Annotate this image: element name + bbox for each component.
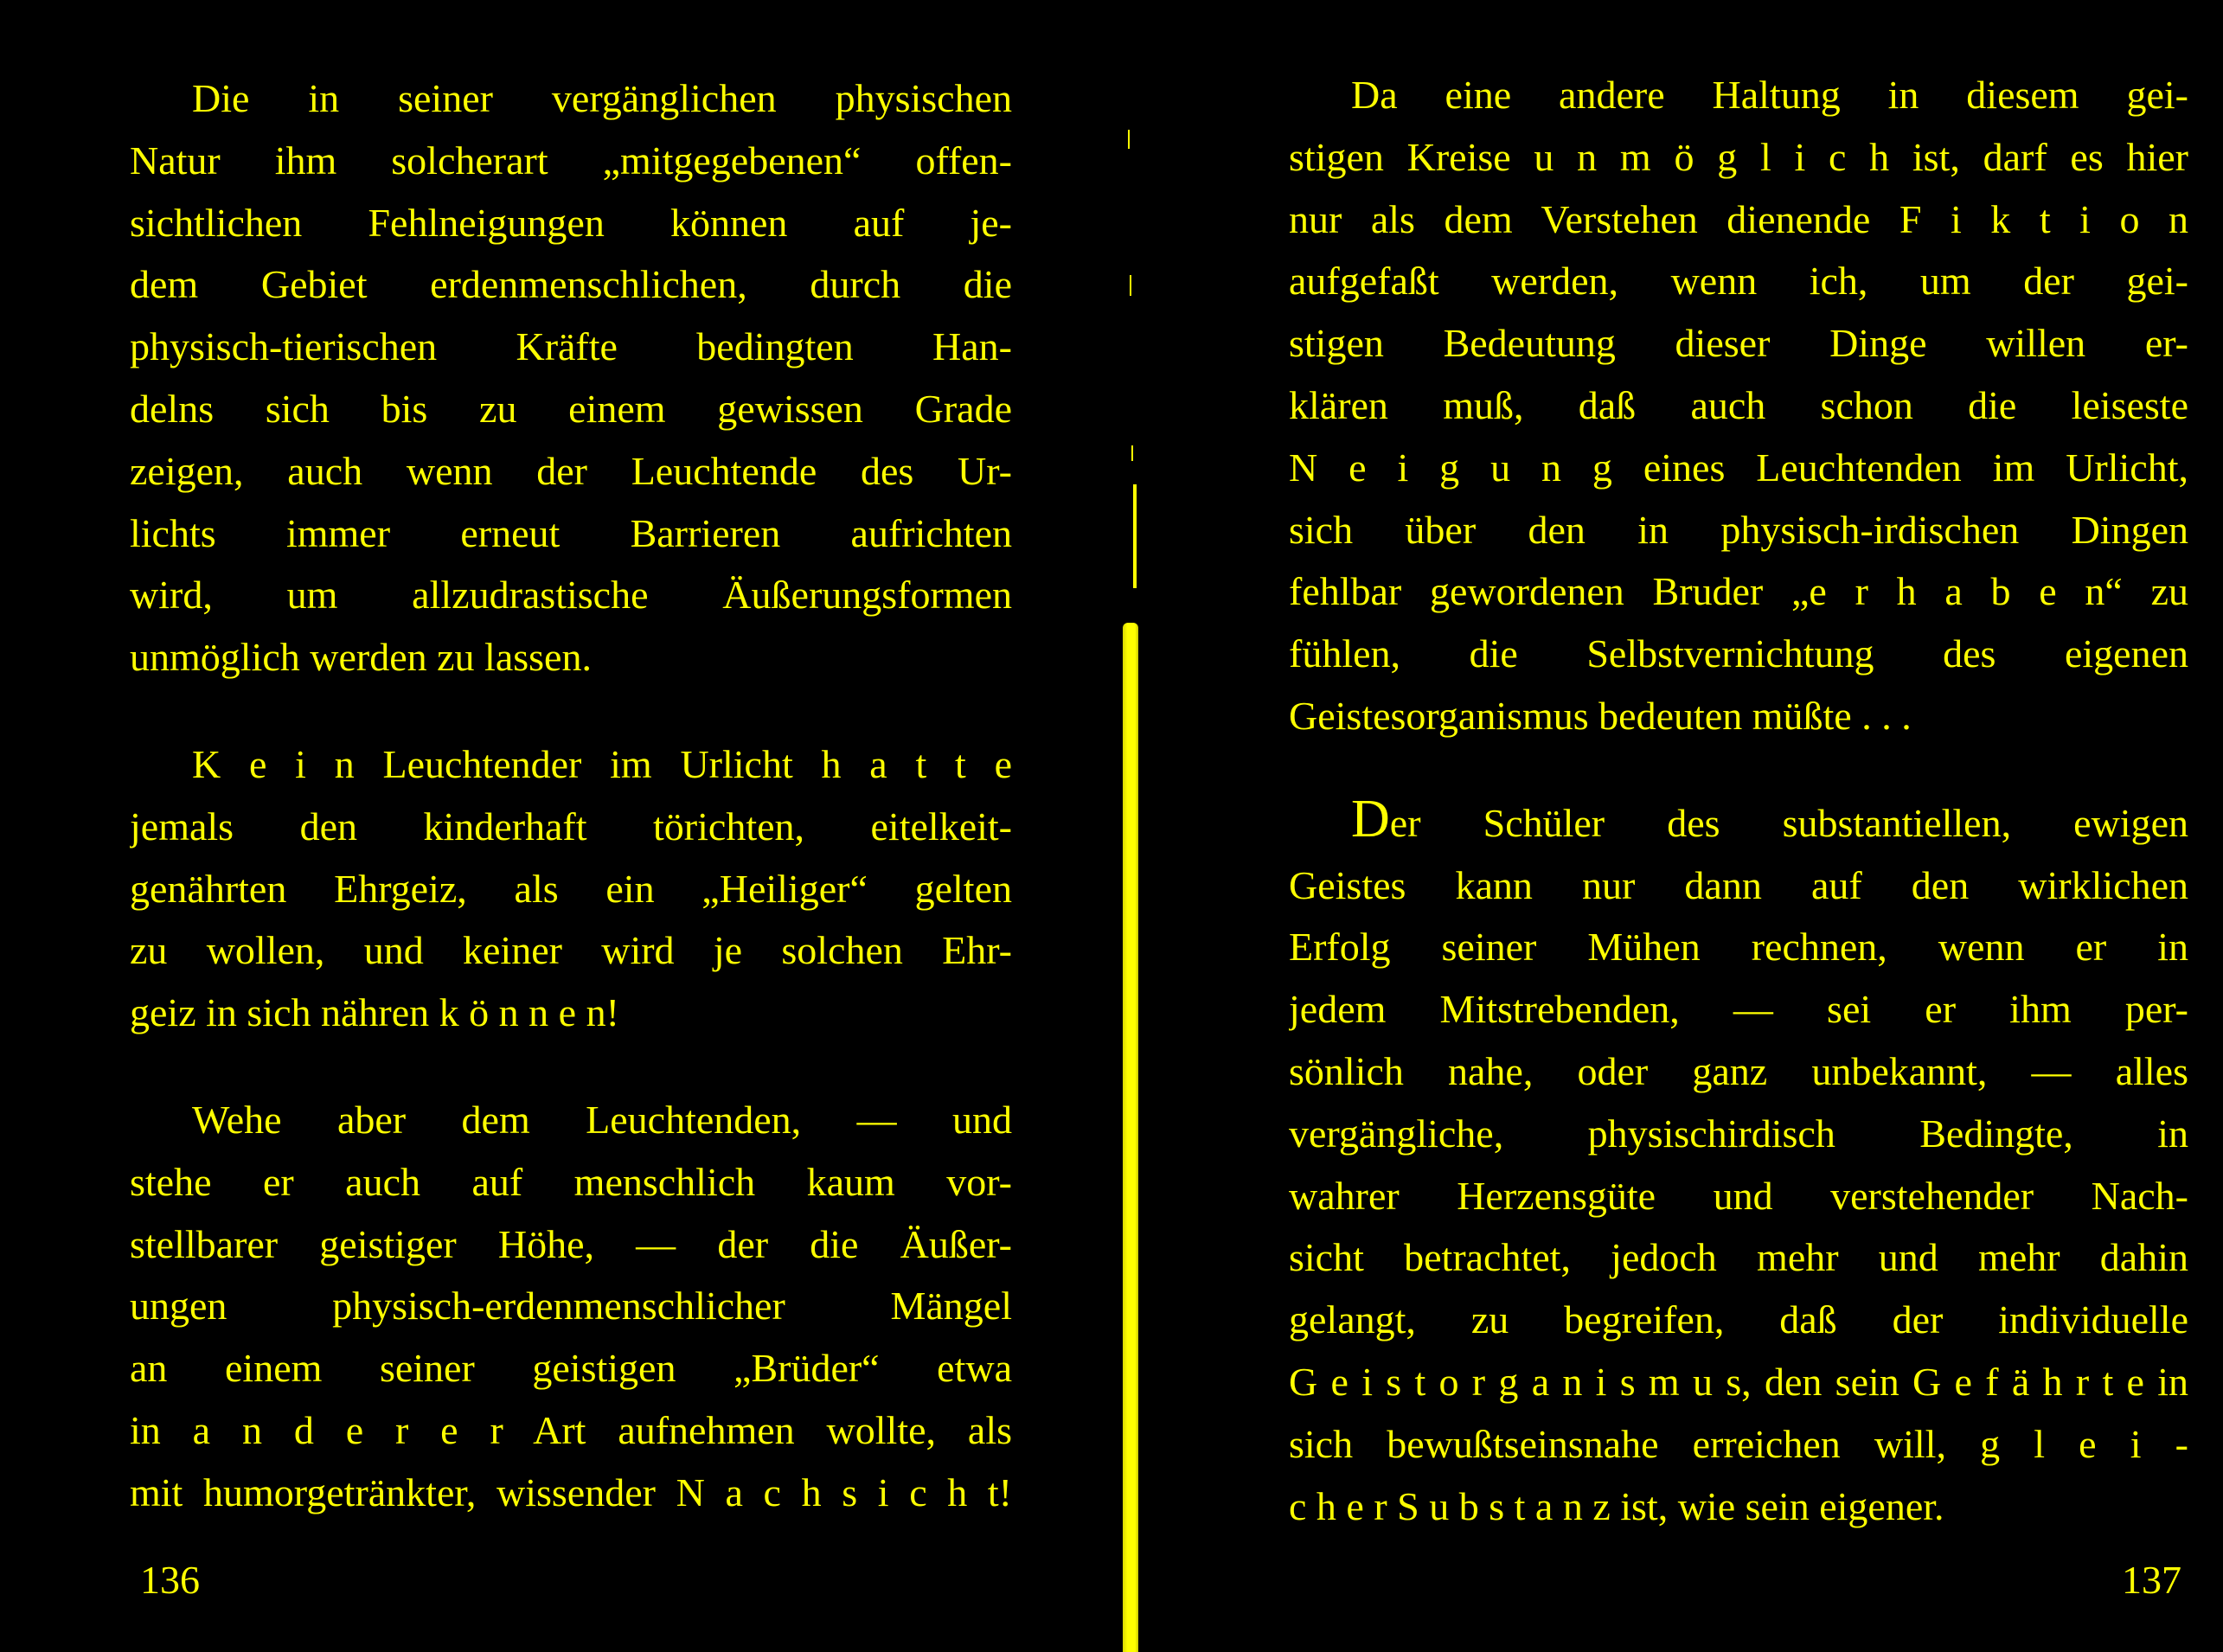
- text-line: dem Gebiet erdenmenschlichen, durch die: [130, 262, 1012, 307]
- text-line: G e i s t o r g a n i s m u s, den sein G e f ä h r t e in: [1289, 1359, 2188, 1404]
- text-line: mit humorgetränkter, wissender N a c h s i c h t!: [130, 1470, 1012, 1514]
- text-line: zeigen, auch wenn der Leuchtende des Ur-: [130, 448, 1012, 493]
- left-paragraph-1: [130, 67, 1012, 688]
- gutter-speck: [1128, 130, 1130, 149]
- text-line: Da eine andere Haltung in diesem gei-: [1351, 73, 2188, 117]
- drop-cap: D: [1351, 789, 1390, 848]
- text-line: N e i g u n g eines Leuchtenden im Urlicht,: [1289, 445, 2188, 490]
- text-line: fühlen, die Selbstvernichtung des eigenen: [1289, 631, 2188, 676]
- text-line: lichts immer erneut Barrieren aufrichten: [130, 510, 1012, 555]
- page-number-right: 137: [2122, 1558, 2181, 1602]
- left-paragraph-2: [130, 733, 1012, 1044]
- text-line: Geistes kann nur dann auf den wirklichen: [1289, 862, 2188, 907]
- text-line: sicht betrachtet, jedoch mehr und mehr dahin: [1289, 1235, 2188, 1280]
- left-paragraph-3: [130, 1089, 1012, 1524]
- text-line: K e i n Leuchtender im Urlicht h a t t e: [192, 741, 1012, 786]
- text-line: an einem seiner geistigen „Brüder“ etwa: [130, 1346, 1012, 1391]
- text-line: ungen physisch-erdenmenschlicher Mängel: [130, 1284, 1012, 1329]
- text-line: genährten Ehrgeiz, als ein „Heiliger“ gelten: [130, 866, 1012, 911]
- text-line: Geistesorganismus bedeuten müßte . . .: [1289, 693, 1912, 738]
- text-line: delns sich bis zu einem gewissen Grade: [130, 386, 1012, 431]
- text-line: unmöglich werden zu lassen.: [130, 635, 592, 680]
- text-line: gelangt, zu begreifen, daß der individuelle: [1289, 1297, 2188, 1342]
- text-line: zu wollen, und keiner wird je solchen Ehr-: [130, 928, 1012, 973]
- page-number-left: 136: [140, 1558, 200, 1602]
- right-page: [1133, 0, 2223, 1652]
- text-line: jemals den kinderhaft törichten, eitelkeit-: [130, 804, 1012, 848]
- text-line: jedem Mitstrebenden, — sei er ihm per-: [1289, 987, 2188, 1032]
- text-line: fehlbar gewordenen Bruder „e r h a b e n“ zu: [1289, 569, 2188, 614]
- text-line: Erfolg seiner Mühen rechnen, wenn er in: [1289, 925, 2188, 970]
- text-line: [1289, 789, 2188, 855]
- right-paragraph-2: [1289, 789, 2188, 1538]
- text-line: wird, um allzudrastische Äußerungsformen: [130, 573, 1012, 618]
- text-line: sich bewußtseinsnahe erreichen will, g l e i -: [1289, 1421, 2188, 1466]
- text-line: aufgefaßt werden, wenn ich, um der gei-: [1289, 259, 2188, 304]
- text-line: sich über den in physisch-irdischen Dingen: [1289, 507, 2188, 552]
- left-page-text: [130, 67, 1012, 1524]
- gutter-speck: [1130, 275, 1131, 296]
- text-line: vergängliche, physischirdisch Bedingte, in: [1289, 1111, 2188, 1156]
- text-line: c h e r S u b s t a n z ist, wie sein eigener.: [1289, 1483, 1944, 1528]
- text-line: Die in seiner vergänglichen physischen: [192, 76, 1012, 120]
- text-line: in a n d e r e r Art aufnehmen wollte, als: [130, 1407, 1012, 1452]
- text-line: stigen Kreise u n m ö g l i c h ist, darf es hier: [1289, 134, 2188, 179]
- text-line: Natur ihm solcherart „mitgegebenen“ offen-: [130, 138, 1012, 182]
- text-line: geiz in sich nähren k ö n n e n!: [130, 990, 619, 1035]
- text-line: stigen Bedeutung dieser Dinge willen er-: [1289, 321, 2188, 366]
- text-line: sönlich nahe, oder ganz unbekannt, — alles: [1289, 1048, 2188, 1093]
- text-line: stehe er auch auf menschlich kaum vor-: [130, 1159, 1012, 1204]
- text-line: sichtlichen Fehlneigungen können auf je-: [130, 200, 1012, 245]
- right-paragraph-1: [1289, 64, 2188, 747]
- text-line: physisch-tierischen Kräfte bedingten Han-: [130, 324, 1012, 369]
- text-line: klären muß, daß auch schon die leiseste: [1289, 382, 2188, 427]
- text-line: nur als dem Verstehen dienende F i k t i o n: [1289, 196, 2188, 241]
- right-page-text: [1289, 64, 2188, 1537]
- text-line-rest: er Schüler des substantiellen, ewigen: [1389, 800, 2188, 845]
- text-line: Wehe aber dem Leuchtenden, — und: [192, 1097, 1012, 1142]
- text-line: stellbarer geistiger Höhe, — der die Äußer-: [130, 1221, 1012, 1266]
- text-line: wahrer Herzensgüte und verstehender Nach-: [1289, 1173, 2188, 1218]
